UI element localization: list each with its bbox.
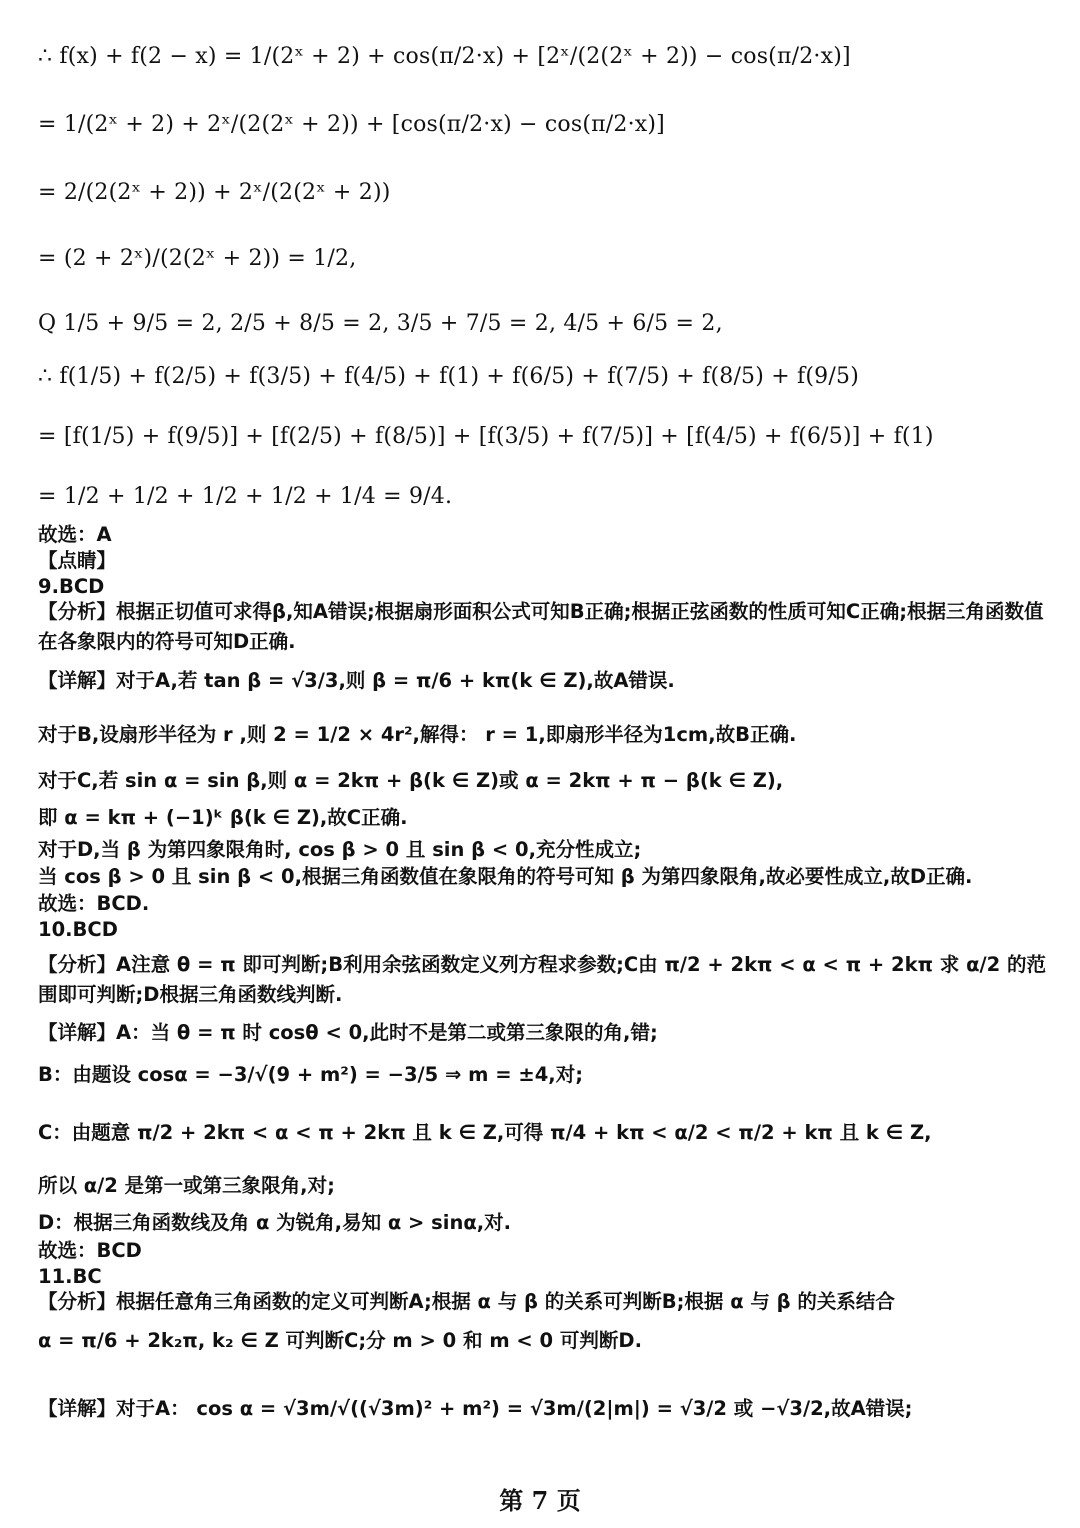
question-number: 10.BCD — [38, 918, 118, 941]
detail-line: 【详解】A：当 θ = π 时 cosθ < 0,此时不是第二或第三象限的角,错; — [38, 1021, 658, 1044]
detail-line: 【详解】对于A： cos α = √3m/√((√3m)² + m²) = √3m/(2|m|) = √3/2 或 −√3/2,故A错误; — [38, 1397, 913, 1420]
page-number: 第 7 页 — [499, 1486, 581, 1515]
equation-line-8: = 1/2 + 1/2 + 1/2 + 1/2 + 1/4 = 9/4. — [38, 484, 453, 509]
detail-line: C：由题意 π/2 + 2kπ < α < π + 2kπ 且 k ∈ Z,可得 π/4 + kπ < α/2 < π/2 + kπ 且 k ∈ Z, — [38, 1121, 932, 1144]
detail-line: 所以 α/2 是第一或第三象限角,对; — [38, 1174, 335, 1197]
equation-line-5: Q 1/5 + 9/5 = 2, 2/5 + 8/5 = 2, 3/5 + 7/5 = 2, 4/5 + 6/5 = 2, — [38, 311, 723, 336]
answer-line: 故选：BCD — [38, 1239, 142, 1262]
question-number: 9.BCD — [38, 575, 105, 598]
equation-line-6: ∴ f(1/5) + f(2/5) + f(3/5) + f(4/5) + f(1) + f(6/5) + f(7/5) + f(8/5) + f(9/5) — [38, 364, 859, 389]
detail-line: 对于B,设扇形半径为 r ,则 2 = 1/2 × 4r²,解得： r = 1,即扇形半径为1cm,故B正确. — [38, 723, 797, 746]
analysis-paragraph: 【分析】根据任意角三角函数的定义可判断A;根据 α 与 β 的关系可判断B;根据 α 与 β 的关系结合 — [38, 1290, 895, 1313]
detail-line: B：由题设 cosα = −3/√(9 + m²) = −3/5 ⇒ m = ±4,对; — [38, 1063, 584, 1086]
answer-line: 故选：BCD. — [38, 892, 150, 915]
equation-line-2: = 1/(2ˣ + 2) + 2ˣ/(2(2ˣ + 2)) + [cos(π/2·x) − cos(π/2·x)] — [38, 112, 665, 137]
answer-line: 故选：A — [38, 523, 112, 546]
detail-line: 【详解】对于A,若 tan β = √3/3,则 β = π/6 + kπ(k ∈ Z),故A错误. — [38, 669, 675, 692]
equation-line-1: ∴ f(x) + f(2 − x) = 1/(2ˣ + 2) + cos(π/2·x) + [2ˣ/(2(2ˣ + 2)) − cos(π/2·x)] — [38, 44, 851, 69]
equation-line-4: = (2 + 2ˣ)/(2(2ˣ + 2)) = 1/2, — [38, 246, 357, 271]
analysis-paragraph: 【分析】根据正切值可求得β,知A错误;根据扇形面积公式可知B正确;根据正弦函数的性质可知C正确;根据三角函数值在各象限内的符号可知D正确. — [38, 600, 1044, 653]
equation-line-3: = 2/(2(2ˣ + 2)) + 2ˣ/(2(2ˣ + 2)) — [38, 180, 391, 205]
section-heading: 【点睛】 — [38, 549, 117, 572]
analysis-paragraph: 【分析】A注意 θ = π 即可判断;B利用余弦函数定义列方程求参数;C由 π/2 + 2kπ < α < π + 2kπ 求 α/2 的范围即可判断;D根据三角函数线判断. — [38, 953, 1046, 1006]
equation-line-7: = [f(1/5) + f(9/5)] + [f(2/5) + f(8/5)] + [f(3/5) + f(7/5)] + [f(4/5) + f(6/5)] + f(1) — [38, 424, 934, 449]
question-number: 11.BC — [38, 1265, 102, 1288]
detail-line: 对于D,当 β 为第四象限角时, cos β > 0 且 sin β < 0,充分性成立; — [38, 838, 642, 861]
detail-line: 当 cos β > 0 且 sin β < 0,根据三角函数值在象限角的符号可知 β 为第四象限角,故必要性成立,故D正确. — [38, 865, 973, 888]
detail-line: 即 α = kπ + (−1)ᵏ β(k ∈ Z),故C正确. — [38, 806, 408, 829]
detail-line: D：根据三角函数线及角 α 为锐角,易知 α > sinα,对. — [38, 1211, 512, 1234]
detail-line: 对于C,若 sin α = sin β,则 α = 2kπ + β(k ∈ Z)或 α = 2kπ + π − β(k ∈ Z), — [38, 769, 784, 792]
analysis-paragraph: α = π/6 + 2k₂π, k₂ ∈ Z 可判断C;分 m > 0 和 m < 0 可判断D. — [38, 1329, 643, 1352]
